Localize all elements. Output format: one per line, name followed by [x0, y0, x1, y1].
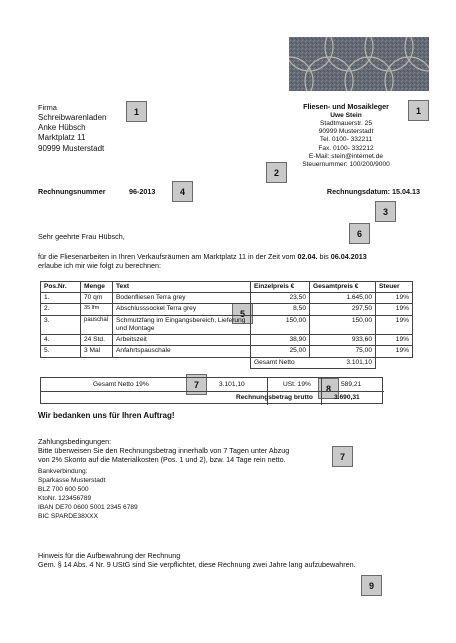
table-header-cell: Steuer [376, 282, 413, 293]
sender-name: Uwe Stein [330, 111, 362, 119]
totals-gross-value: 3.690,31 [334, 394, 360, 401]
table-header-cell: Pos.Nr. [41, 282, 81, 293]
bank-details [38, 467, 238, 522]
recipient-line-5: 90999 Musterstadt [38, 143, 105, 153]
table-net-spacer-right [376, 357, 413, 368]
totals-vat-label: USt. 19% [283, 381, 311, 388]
table-header-cell: Menge [81, 282, 113, 293]
table-cell-total-price: 1.645,00 [310, 293, 376, 304]
intro-date-to: 06.04.2013 [330, 252, 367, 261]
table-cell-unit-price: 25,00 [251, 346, 310, 357]
storage-heading: Hinweis für die Aufbewahrung der Rechnung [38, 551, 181, 560]
table-cell-total-price: 75,00 [310, 346, 376, 357]
invoice-number: 96-2013 [129, 187, 156, 196]
payment-terms [38, 437, 338, 464]
table-cell-text: Abschlusssockel Terra grey [113, 304, 251, 315]
marker-6: 6 [349, 223, 370, 244]
table-cell-qty: 24 Std. [81, 335, 113, 346]
table-cell-tax: 19% [376, 335, 413, 346]
table-cell-total-price: 933,60 [310, 335, 376, 346]
recipient-line-3: Anke Hübsch [38, 123, 86, 133]
sender-address [290, 102, 402, 169]
table-header-cell: Gesamtpreis € [310, 282, 376, 293]
sender-street: Stadtmauerstr. 25 [319, 119, 373, 127]
marker-9: 9 [361, 575, 382, 596]
payment-line-2: von 2% Skonto auf die Materialkosten (Pos. 1 und 2), bzw. 14 Tage rein netto. [38, 455, 286, 464]
table-cell-pos: 5. [41, 346, 81, 357]
bank-kto: KtoNr. 123456789 [38, 495, 92, 503]
marker-7-totals: 7 [186, 374, 207, 395]
storage-text: Gem. § 14 Abs. 4 Nr. 9 UStG sind Sie verpflichtet, diese Rechnung zwei Jahre lang aufzubewahren. [38, 560, 356, 569]
table-cell-unit-price: 8,50 [251, 304, 310, 315]
table-row [41, 293, 413, 304]
intro-text [38, 252, 428, 270]
invoice-date-row [310, 187, 420, 196]
sender-company: Fliesen- und Mosaikleger [303, 102, 389, 111]
table-cell-total-price: 297,50 [310, 304, 376, 315]
greeting: Sehr geehrte Frau Hübsch, [38, 232, 125, 241]
invoice-number-label: Rechnungsnummer [38, 187, 106, 196]
invoice-date: 15.04.13 [392, 187, 420, 196]
marker-4: 4 [172, 181, 193, 202]
marker-1-sender: 1 [408, 100, 429, 121]
intro-line-2: erlaube ich mir wie folgt zu berechnen: [38, 261, 162, 270]
marker-5: 5 [232, 303, 253, 324]
recipient-line-1: Firma [38, 103, 57, 112]
marker-8: 8 [318, 378, 339, 399]
table-cell-tax: 19% [376, 293, 413, 304]
sender-taxno: Steuernummer: 100/200/9000 [302, 161, 390, 169]
table-row [41, 315, 413, 334]
sender-email: E-Mail: stein@internet.de [308, 152, 384, 160]
table-net-label: Gesamt Netto [254, 358, 295, 366]
table-cell-text: Schmutzfang im Eingangsbereich, Lieferung und Montage [113, 315, 251, 334]
bank-blz: BLZ 700 600 500 [38, 486, 89, 494]
bank-iban: IBAN DE70 0600 5001 2345 6789 [38, 504, 138, 512]
table-cell-pos: 1. [41, 293, 81, 304]
bank-bic: BIC SPARDE38XXX [38, 513, 98, 521]
table-net-value: 3.101,10 [346, 358, 372, 366]
payment-line-1: Bitte überweisen Sie den Rechnungsbetrag innerhalb von 7 Tagen unter Abzug [38, 446, 290, 455]
payment-heading: Zahlungsbedingungen: [38, 437, 112, 446]
table-cell-qty: 70 qm [81, 293, 113, 304]
storage-notice [38, 551, 438, 569]
table-cell-pos: 2. [41, 304, 81, 315]
intro-line-1: für die Fliesenarbeiten in Ihren Verkaufsräumen am Marktplatz 11 in der Zeit vom 02.04. bis 06.04.2013 [38, 252, 367, 261]
table-row [41, 346, 413, 357]
table-row [41, 304, 413, 315]
table-cell-text: Anfahrtspauschale [113, 346, 251, 357]
totals-box [40, 377, 383, 404]
marker-7-payment: 7 [332, 446, 353, 467]
thanks-text: Wir bedanken uns für Ihren Auftrag! [38, 411, 175, 420]
bank-heading: Bankverbindung: [38, 468, 88, 475]
sender-tel: Tel. 0100- 332211 [319, 136, 373, 144]
table-header-cell: Einzelpreis € [251, 282, 310, 293]
table-cell-pos: 3. [41, 315, 81, 334]
totals-net-value: 3.101,10 [219, 381, 245, 388]
bank-name: Sparkasse Musterstadt [38, 477, 106, 485]
totals-vat-value: 589,21 [341, 381, 362, 388]
table-cell-pos: 4. [41, 335, 81, 346]
carpet-pattern-graphic [289, 37, 429, 91]
totals-net-label: Gesamt Netto 19% [93, 381, 149, 388]
company-logo-image [289, 37, 429, 91]
table-cell-tax: 19% [376, 315, 413, 334]
table-cell-text: Bodenfliesen Terra grey [113, 293, 251, 304]
table-net-cell [251, 357, 376, 368]
table-cell-unit-price: 150,00 [251, 315, 310, 334]
recipient-address [38, 103, 158, 154]
marker-3: 3 [375, 201, 396, 222]
table-cell-qty: pauschal [81, 315, 113, 334]
table-header-row [41, 282, 413, 293]
table-header-cell: Text [113, 282, 251, 293]
table-cell-tax: 19% [376, 304, 413, 315]
items-table [40, 281, 413, 369]
totals-gross-label: Rechnungsbetrag brutto [236, 394, 313, 401]
intro-date-from: 02.04. [297, 252, 318, 261]
marker-2: 2 [266, 162, 287, 183]
table-cell-qty: 35 lfm [81, 304, 113, 315]
table-cell-text: Arbeitszeit [113, 335, 251, 346]
table-cell-tax: 19% [376, 346, 413, 357]
invoice-date-label: Rechnungsdatum: [326, 187, 391, 196]
table-net-spacer [41, 357, 251, 368]
recipient-line-2: Schreibwarenladen [38, 112, 107, 122]
table-net-row [41, 357, 413, 368]
table-cell-unit-price: 38,90 [251, 335, 310, 346]
sender-city: 90999 Musterstadt [318, 128, 374, 136]
recipient-line-4: Marktplatz 11 [38, 133, 86, 143]
table-cell-unit-price: 23,50 [251, 293, 310, 304]
sender-fax: Fax. 0100- 332212 [318, 144, 374, 152]
table-cell-total-price: 150,00 [310, 315, 376, 334]
table-row [41, 335, 413, 346]
table-cell-qty: 3 Mal [81, 346, 113, 357]
marker-1-recipient: 1 [126, 101, 147, 122]
